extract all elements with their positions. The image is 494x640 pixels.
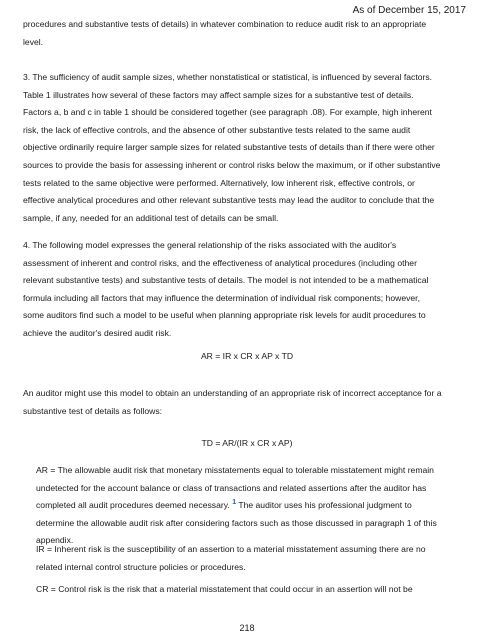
paragraph-3-line: effective analytical procedures and other relevant substantive tests may lead the auditor to conclude that the [23,195,435,206]
paragraph-3-line: tests related to the same objective were performed. Alternatively, low inherent risk, effective controls, or [23,177,415,188]
definition-ar-line: The auditor uses his professional judgment to [236,500,412,511]
page-number: 218 [239,623,255,633]
paragraph-4-line: some auditors find such a model to be useful when planning appropriate risk levels for audit procedures to [23,310,426,321]
model-line: substantive test of details as follows: [23,405,163,416]
paragraph-3-line: Table 1 illustrates how several of these factors may affect sample sizes for a substantive test of details. [23,89,414,100]
model-paragraph [23,385,475,420]
paragraph-3-line: Factors a, b and c in table 1 should be considered together (see paragraph .08). For example, high inherent [23,107,432,118]
formula-audit-risk: AR = IR x CR x AP x TD [200,351,294,361]
paragraph-3-line: objective ordinarily require larger sample sizes for related substantive tests of details than if there were other [23,142,435,153]
paragraph-4-line: assessment of inherent and control risks, and the effectiveness of analytical procedures (including other [23,257,417,268]
definition-ar-line: AR = The allowable audit risk that monetary misstatements equal to tolerable misstatement might remain [36,465,434,475]
definition-cr [36,581,476,599]
footnote-link[interactable]: 1 [232,499,237,507]
definition-ar-line: completed all audit procedures deemed necessary. [36,500,233,511]
definition-ir-line: related internal control structure policies or procedures. [36,561,246,572]
intro-line-1: procedures and substantive tests of details) in whatever combination to reduce audit risk to an appropriate [23,19,427,29]
intro-line-2: level. [23,36,44,47]
definition-ir [36,541,476,576]
intro-paragraph [23,16,475,51]
definition-ar-line: undetected for the account balance or class of transactions and related assertions after the auditor has [36,482,427,493]
paragraph-3 [23,69,475,227]
paragraph-4-line: 4. The following model expresses the general relationship of the risks associated with the auditor's [23,240,397,250]
definition-ar [36,462,476,550]
paragraph-3-line: sources to provide the basis for assessing inherent or control risks below the maximum, or if other substantive [23,159,441,170]
paragraph-3-line: risk, the lack of effective controls, and the absence of other substantive tests related to the same audit [23,124,411,135]
paragraph-3-line: sample, if any, needed for an additional test of details can be small. [23,212,279,223]
paragraph-3-line: 3. The sufficiency of audit sample sizes, whether nonstatistical or statistical, is influenced by several factors. [23,72,433,82]
definition-cr-line: CR = Control risk is the risk that a material misstatement that could occur in an assertion will not be [36,584,413,594]
definition-ar-line: determine the allowable audit risk after considering factors such as those discussed in paragraph 1 of this [36,517,437,528]
definition-ir-line: IR = Inherent risk is the susceptibility of an assertion to a material misstatement assuming there are no [36,544,426,554]
model-line: An auditor might use this model to obtain an understanding of an appropriate risk of incorrect acceptance for a [23,388,442,398]
paragraph-4 [23,237,475,343]
paragraph-4-line: relevant substantive tests) and substantive tests of details. The model is not intended to be a mathematical [23,275,429,286]
definition-ar-line: appendix. [36,535,74,546]
paragraph-4-line: achieve the auditor's desired audit risk. [23,327,172,338]
formula-test-of-details: TD = AR/(IR x CR x AP) [201,438,293,448]
header-date: As of December 15, 2017 [352,5,466,16]
paragraph-4-line: formula including all factors that may influence the determination of individual risk components; however, [23,292,420,303]
